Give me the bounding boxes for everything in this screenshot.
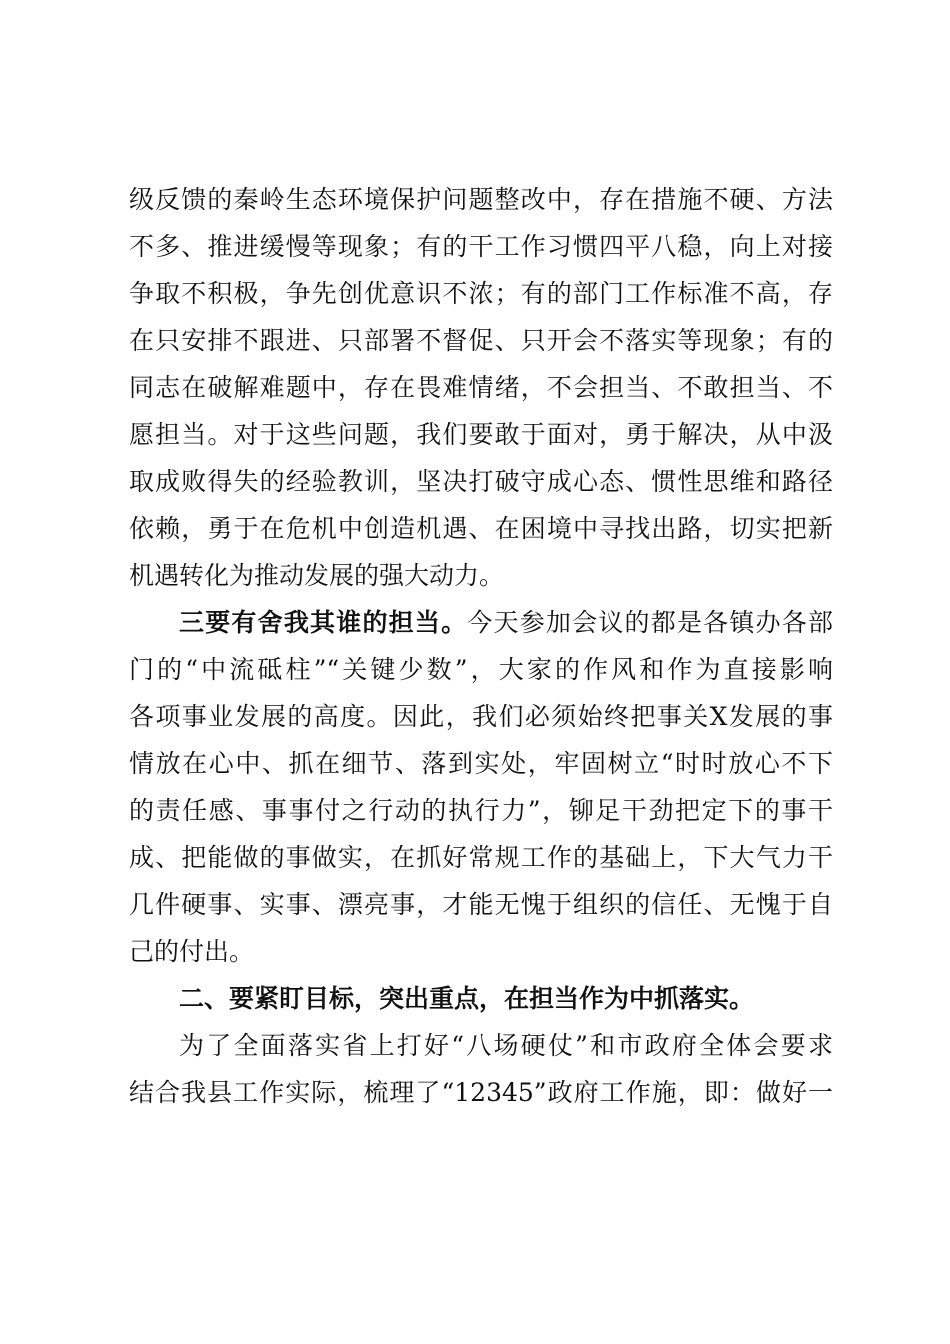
paragraph-line: 成、把能做的事做实，在抓好常规工作的基础上，下大气力干 bbox=[129, 843, 833, 872]
section-heading: 二、要紧盯目标，突出重点，在担当作为中抓落实。 bbox=[179, 984, 755, 1013]
paragraph-line: 的责任感、事事付之行动的执行力”，铆足干劲把定下的事干 bbox=[129, 796, 833, 825]
paragraph-line: 情放在心中、抓在细节、落到实处，牢固树立“时时放心不下 bbox=[129, 749, 833, 778]
paragraph-line: 门的“中流砥柱”“关键少数”，大家的作风和作为直接影响 bbox=[129, 655, 833, 684]
paragraph-line: 争取不积极，争先创优意识不浓；有的部门工作标准不高，存 bbox=[129, 279, 833, 308]
paragraph-line: 己的付出。 bbox=[129, 937, 255, 966]
paragraph-line: 取成败得失的经验教训，坚决打破守成心态、惯性思维和路径 bbox=[129, 467, 833, 496]
paragraph-first-line bbox=[179, 603, 833, 643]
paragraph-line: 同志在破解难题中，存在畏难情绪，不会担当、不敢担当、不 bbox=[129, 373, 833, 402]
paragraph-line: 结合我县工作实际，梳理了“12345”政府工作施，即：做好一 bbox=[129, 1078, 833, 1107]
paragraph-line: 几件硬事、实事、漂亮事，才能无愧于组织的信任、无愧于自 bbox=[129, 890, 833, 919]
paragraph-line: 愿担当。对于这些问题，我们要敢于面对，勇于解决，从中汲 bbox=[129, 420, 833, 449]
paragraph-line: 不多、推进缓慢等现象；有的干工作习惯四平八稳，向上对接 bbox=[129, 232, 833, 261]
paragraph-bold-lead: 三要有舍我其谁的担当。 bbox=[179, 608, 468, 637]
paragraph-line: 级反馈的秦岭生态环境保护问题整改中，存在措施不硬、方法 bbox=[129, 185, 833, 214]
paragraph-line: 各项事业发展的高度。因此，我们必须始终把事关X发展的事 bbox=[129, 702, 833, 731]
paragraph-first-line: 为了全面落实省上打好“八场硬仗”和市政府全体会要求 bbox=[179, 1031, 833, 1060]
paragraph-line-rest: 今天参加会议的都是各镇办各部 bbox=[467, 608, 833, 637]
paragraph-line: 依赖，勇于在危机中创造机遇、在困境中寻找出路，切实把新 bbox=[129, 514, 833, 543]
paragraph-line: 在只安排不跟进、只部署不督促、只开会不落实等现象；有的 bbox=[129, 326, 833, 355]
paragraph-line: 机遇转化为推动发展的强大动力。 bbox=[129, 561, 505, 590]
